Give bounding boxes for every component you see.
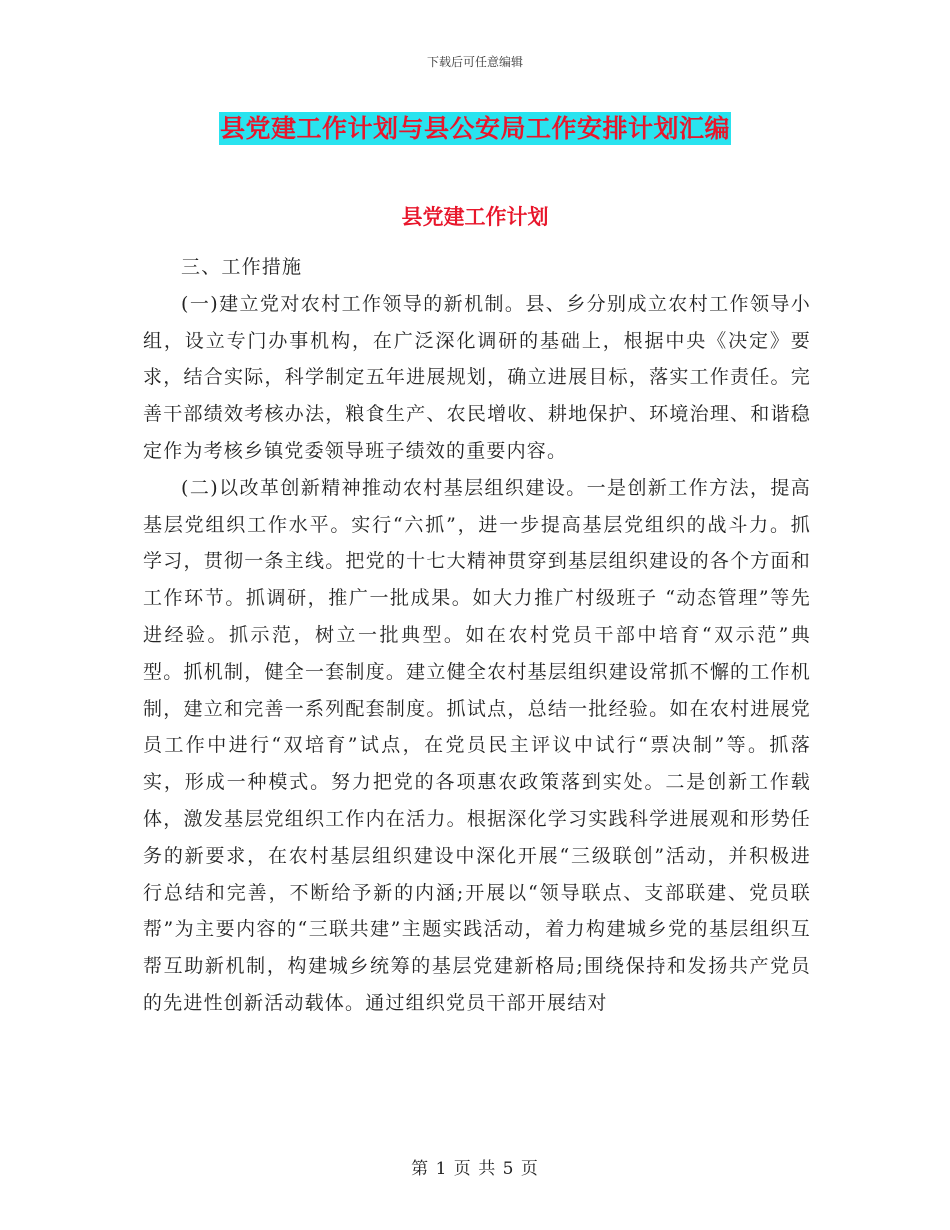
section-title: 县党建工作计划: [401, 204, 549, 229]
document-main-title: [0, 112, 950, 149]
paragraph-heading: 三、工作措施: [181, 256, 303, 278]
page-indicator: 第 1 页 共 5 页: [411, 1159, 539, 1179]
document-body: [143, 249, 811, 1022]
header-note: 下载后可任意编辑: [426, 55, 523, 69]
paragraph: (二)以改革创新精神推动农村基层组织建设。一是创新工作方法，提高基层党组织工作水平。实行“六抓”，进一步提高基层党组织的战斗力。抓学习，贯彻一条主线。把党的十七大精神贯穿到基层组织建设的各个方面和工作环节。抓调研，推广一批成果。如大力推广村级班子 “动态管理”等先进经验。抓示范，树立一批典型。如在农村党员干部中培育“双示范”典型。抓机制，健全一套制度。建立健全农村基层组织建设常抓不懈的工作机制，建立和完善一系列配套制度。抓试点，总结一批经验。如在农村进展党员工作中进行“双培育”试点，在党员民主评议中试行“票决制”等。抓落实，形成一种模式。努力把党的各项惠农政策落到实处。二是创新工作载体，激发基层党组织工作内在活力。根据深化学习实践科学进展观和形势任务的新要求，在农村基层组织建设中深化开展“三级联创”活动，并积极进行总结和完善，不断给予新的内涵;开展以“领导联点、支部联建、党员联帮”为主要内容的“三联共建”主题实践活动，着力构建城乡党的基层组织互帮互助新机制，构建城乡统筹的基层党建新格局;围绕保持和发扬共产党员的先进性创新活动载体。通过组织党员干部开展结对: [143, 476, 811, 1014]
paragraph: (一)建立党对农村工作领导的新机制。县、乡分别成立农村工作领导小组，设立专门办事机构，在广泛深化调研的基础上，根据中央《决定》要求，结合实际，科学制定五年进展规划，确立进展目标，落实工作责任。完善干部绩效考核办法，粮食生产、农民增收、耕地保护、环境治理、和谐稳定作为考核乡镇党委领导班子绩效的重要内容。: [143, 292, 811, 462]
main-title-text: 县党建工作计划与县公安局工作安排计划汇编: [219, 114, 730, 143]
